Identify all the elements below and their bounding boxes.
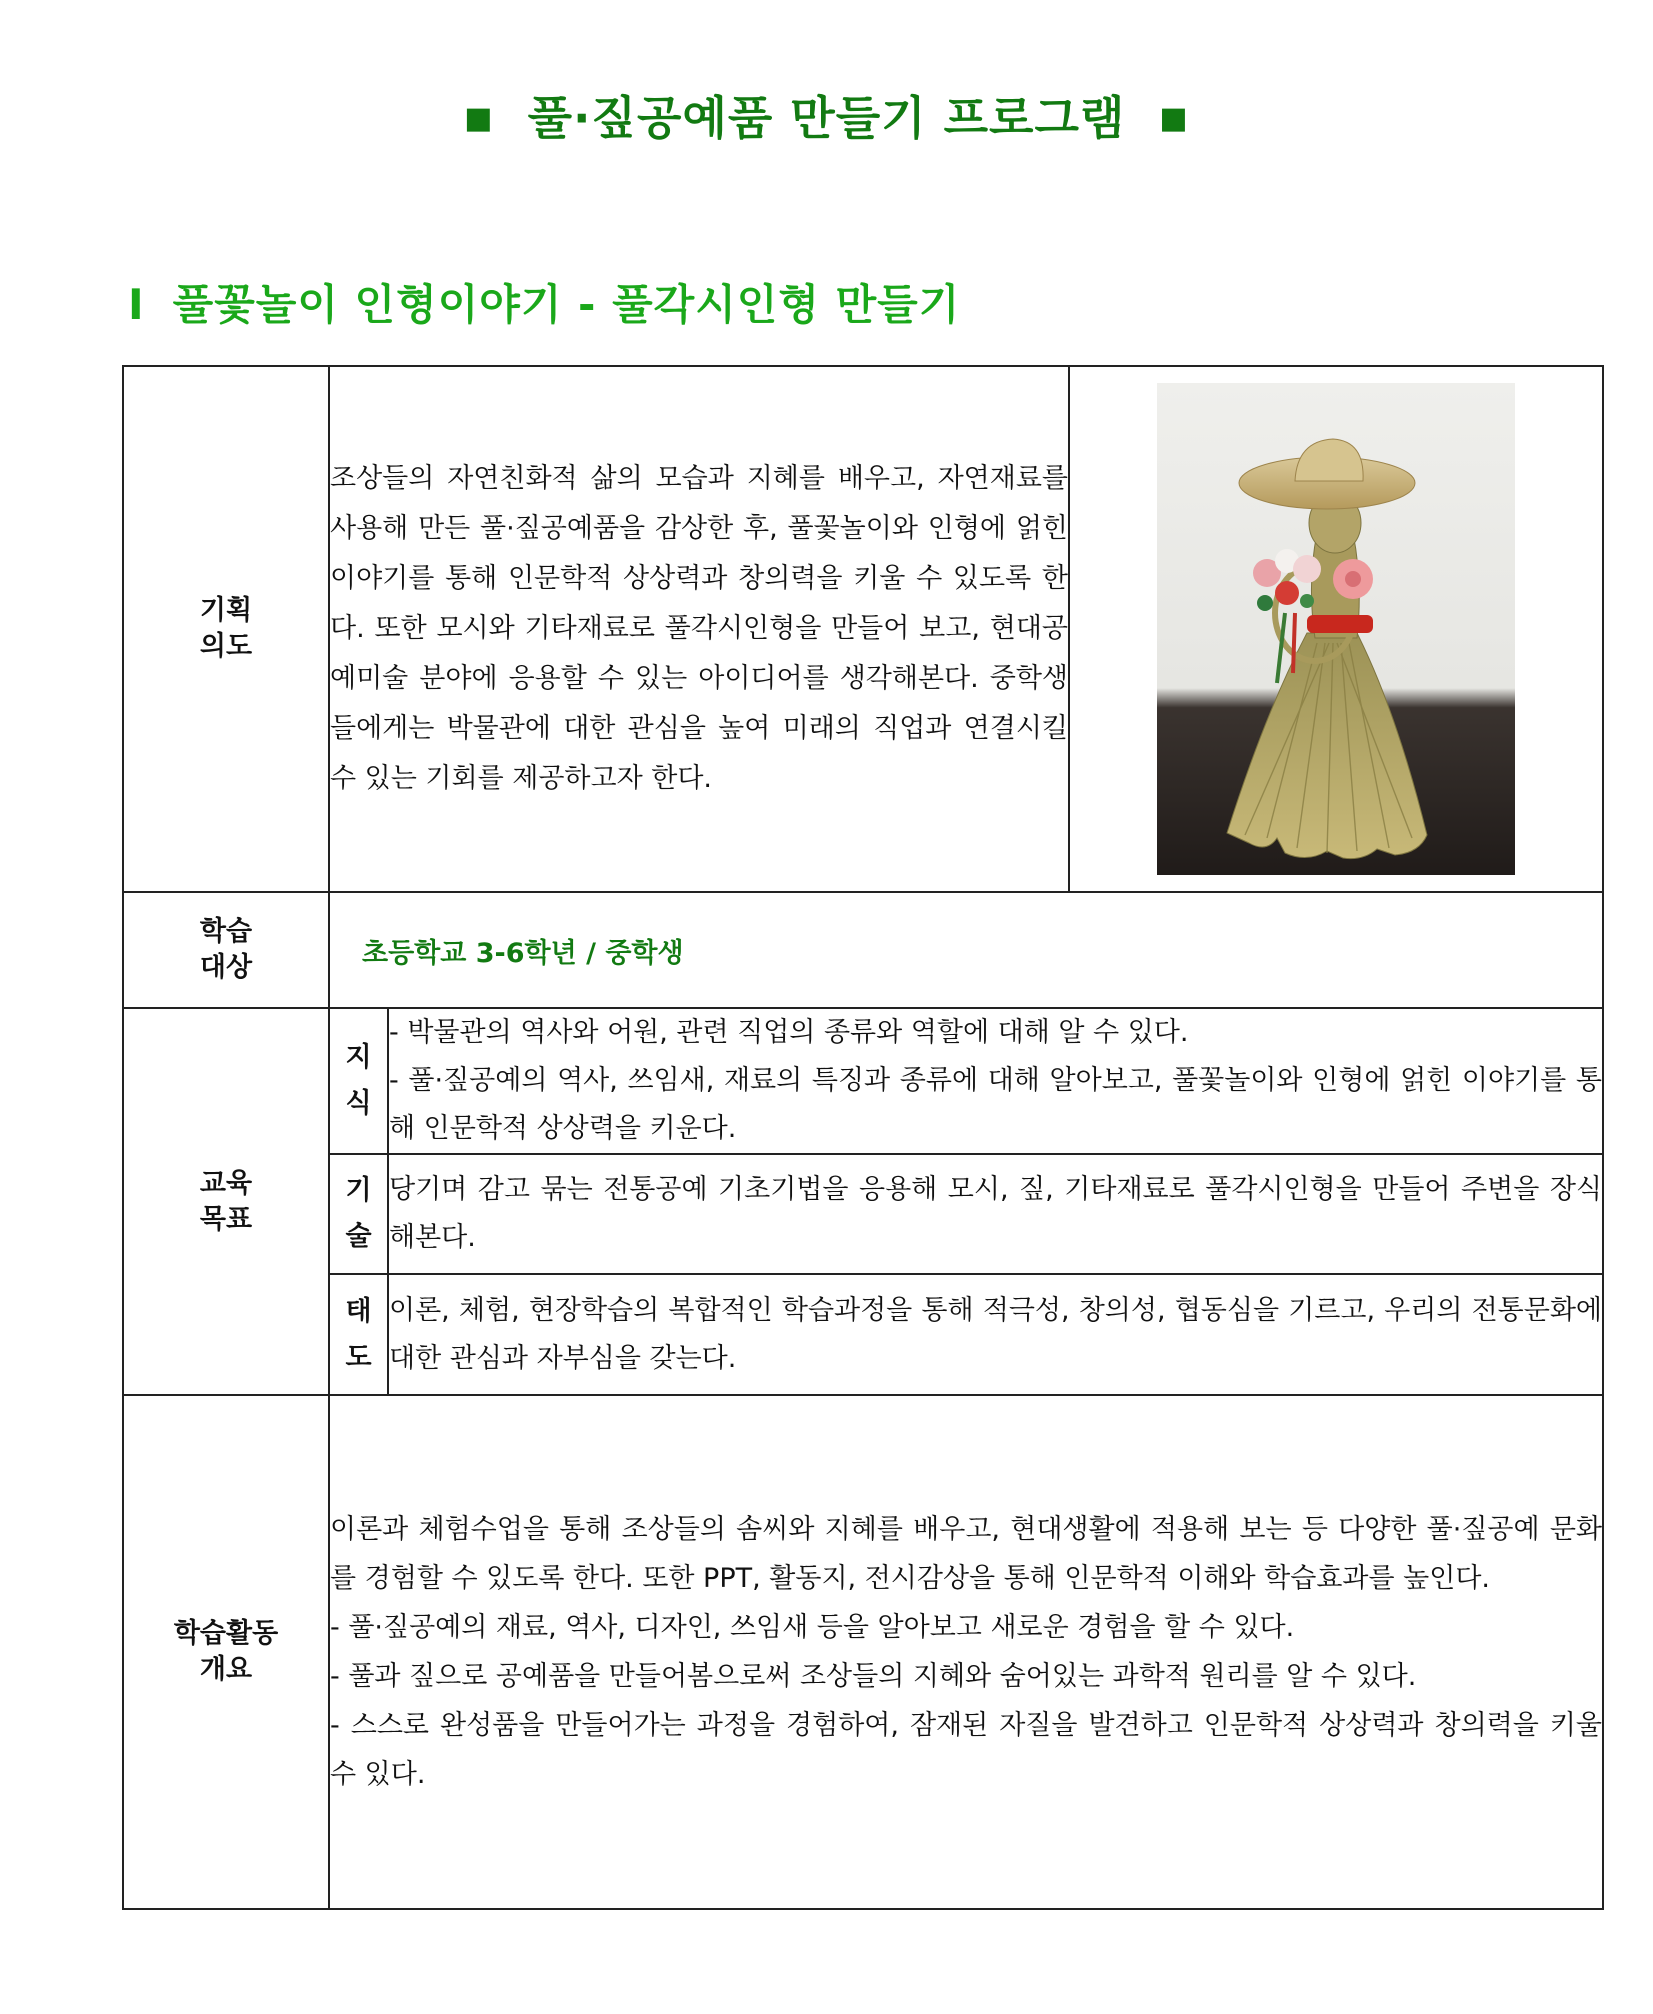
document-title-text: 풀·짚공예품 만들기 프로그램 — [527, 91, 1126, 145]
activity-bullet-2: - 풀과 짚으로 공예품을 만들어봄으로써 조상들의 지혜와 숨어있는 과학적 원리를 알 수 있다. — [330, 1661, 1417, 1692]
photo-cell — [1069, 366, 1603, 892]
goal-skill-label-cell — [330, 1154, 388, 1274]
target-text: 초등학교 3-6학년 / 중학생 — [362, 937, 684, 969]
activity-label-cell — [123, 1395, 329, 1909]
target-label-cell — [123, 892, 329, 1008]
goals-subtable — [330, 1009, 1602, 1394]
activity-bullet-1: - 풀·짚공예의 재료, 역사, 디자인, 쓰임새 등을 알아보고 새로운 경험을 할 수 있다. — [330, 1612, 1295, 1643]
section-title-text: 풀꽃놀이 인형이야기 - 풀각시인형 만들기 — [172, 280, 961, 329]
straw-doll-photo — [1157, 383, 1515, 875]
goals-label-cell — [123, 1008, 329, 1395]
target-row — [123, 892, 1603, 1008]
section-heading — [128, 272, 960, 332]
activity-intro: 이론과 체험수업을 통해 조상들의 솜씨와 지혜를 배우고, 현대생활에 적용해 보는 등 다양한 풀·짚공예 문화를 경험할 수 있도록 한다. 또한 PPT, 활동지, 전시감상을 통해 인문학적 이해와 학습효과를 높인다. — [330, 1514, 1602, 1594]
target-text-cell — [329, 892, 1603, 1008]
goal-attitude-label: 태 도 — [345, 1295, 372, 1373]
goal-skill-row — [330, 1154, 1602, 1274]
goals-label: 교육 목표 — [199, 1167, 253, 1235]
section-number: Ⅰ — [128, 280, 145, 329]
target-label: 학습 대상 — [199, 916, 253, 983]
goal-attitude-row — [330, 1274, 1602, 1394]
goal-knowledge-label-cell — [330, 1009, 388, 1154]
straw-doll-illustration — [1157, 383, 1515, 875]
activity-row — [123, 1395, 1603, 1909]
activity-label: 학습활동 개요 — [173, 1618, 279, 1685]
document-title — [0, 82, 1653, 148]
activity-text-cell — [329, 1395, 1603, 1909]
goal-knowledge-row — [330, 1009, 1602, 1154]
intent-row — [123, 366, 1603, 892]
goal-skill-text: 당기며 감고 묶는 전통공예 기초기법을 응용해 모시, 짚, 기타재료로 풀각시인형을 만들어 주변을 장식해본다. — [389, 1174, 1602, 1253]
intent-text: 조상들의 자연친화적 삶의 모습과 지혜를 배우고, 자연재료를 사용해 만든 풀·짚공예품을 감상한 후, 풀꽃놀이와 인형에 얽힌 이야기를 통해 인문학적 상상력과 창의력을 키울 수 있도록 한다. 또한 모시와 기타재료로 풀각시인형을 만들어 보고, 현대공예미술 분야에 응용할 수 있는 아이디어를 생각해본다. 중학생들에게는 박물관에 대한 관심을 높여 미래의 직업과 연결시킬 수 있는 기회를 제공하고자 한다. — [330, 463, 1068, 794]
intent-label: 기획 의도 — [199, 595, 253, 662]
intent-text-cell — [329, 366, 1069, 892]
title-square-left-icon: ■ — [464, 101, 494, 136]
goal-skill-label: 기 술 — [345, 1175, 372, 1252]
intent-label-cell — [123, 366, 329, 892]
goal-knowledge-text-cell — [388, 1009, 1602, 1154]
goals-content-cell — [329, 1008, 1603, 1395]
goal-knowledge-line-1: - 박물관의 역사와 어원, 관련 직업의 종류와 역할에 대해 알 수 있다. — [389, 1017, 1189, 1048]
activity-bullet-3: - 스스로 완성품을 만들어가는 과정을 경험하여, 잠재된 자질을 발견하고 인문학적 상상력과 창의력을 키울 수 있다. — [330, 1710, 1602, 1790]
program-table — [122, 365, 1604, 1910]
title-square-right-icon: ■ — [1159, 101, 1189, 136]
goal-skill-text-cell — [388, 1154, 1602, 1274]
goal-attitude-text: 이론, 체험, 현장학습의 복합적인 학습과정을 통해 적극성, 창의성, 협동심을 기르고, 우리의 전통문화에 대한 관심과 자부심을 갖는다. — [389, 1294, 1602, 1374]
goal-attitude-label-cell — [330, 1274, 388, 1394]
goal-knowledge-label: 지 식 — [345, 1042, 372, 1119]
goals-row — [123, 1008, 1603, 1395]
goal-attitude-text-cell — [388, 1274, 1602, 1394]
goal-knowledge-line-2: - 풀·짚공예의 역사, 쓰임새, 재료의 특징과 종류에 대해 알아보고, 풀꽃놀이와 인형에 얽힌 이야기를 통해 인문학적 상상력을 키운다. — [389, 1065, 1602, 1144]
